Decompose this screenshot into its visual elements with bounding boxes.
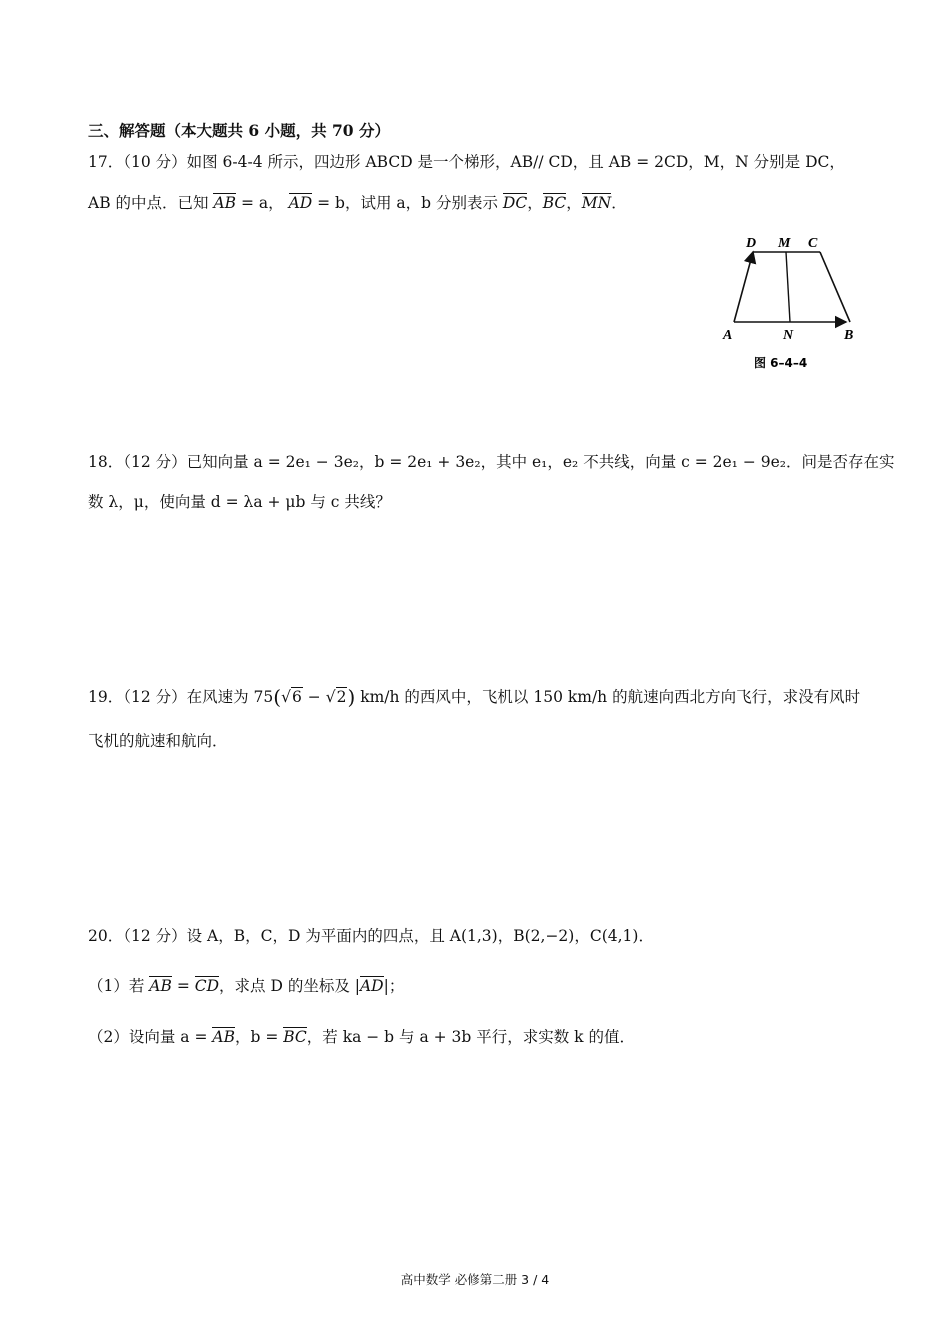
label-c: C	[808, 236, 818, 251]
p2-vec-ab: AB	[212, 1028, 235, 1046]
q20-line1: 20．（12 分）设 A，B，C，D 为平面内的四点，且 A(1,3)，B(2,−2)，C(4,1)．	[88, 927, 654, 945]
trapezoid-figure	[720, 232, 870, 382]
label-a: A	[723, 328, 733, 343]
q18-line1: 18．（12 分）已知向量 a = 2e₁ − 3e₂，b = 2e₁ + 3e₂，其中 e₁，e₂ 不共线，向量 c = 2e₁ − 9e₂．问是否存在实	[88, 453, 895, 471]
p1-vec-ab: AB	[149, 977, 172, 995]
figure-caption: 图 6–4–4	[754, 356, 808, 370]
label-d: D	[746, 236, 757, 251]
p2-mid: ，b =	[234, 1028, 284, 1046]
q18-line2: 数 λ，μ，使向量 d = λa + μb 与 c 共线？	[88, 493, 391, 511]
segment-mn	[786, 252, 790, 322]
sqrt6: 6	[291, 688, 302, 706]
vec-bc: BC	[542, 194, 567, 212]
page-footer: 高中数学 必修第二册 3 / 4	[400, 1272, 550, 1287]
p1-vec-cd: CD	[194, 977, 220, 995]
trapezoid-svg	[720, 232, 870, 382]
q20-part1	[88, 975, 404, 997]
q17-line2	[88, 192, 627, 214]
label-m: M	[778, 236, 791, 251]
p1-end: |；	[383, 977, 405, 995]
paren-open: (	[273, 685, 282, 709]
q19-line2: 飞机的航速和航向．	[88, 732, 228, 750]
p1-eq: =	[171, 977, 195, 995]
vec-ad: AD	[288, 194, 313, 212]
p1-vec-ad: AD	[359, 977, 384, 995]
vec-dc: DC	[502, 194, 528, 212]
q19-line1: 19．（12 分）在风速为 75(√6 − √2) km/h 的西风中，飞机以 150 km/h 的航速向西北方向飞行，求没有风时	[88, 685, 861, 709]
edge-cb	[820, 252, 850, 322]
eq-b: = b，试用 a，b 分别表示	[312, 194, 503, 212]
vec-ab: AB	[213, 194, 237, 212]
q19-prefix: 19．（12 分）在风速为 75	[88, 688, 274, 706]
p2-vec-bc: BC	[283, 1028, 307, 1046]
paren-close: )	[347, 685, 356, 709]
sqrt2: 2	[336, 688, 347, 706]
q17-end: ．	[611, 194, 627, 212]
q19-minus: −	[302, 688, 326, 706]
vec-mn: MN	[581, 194, 612, 212]
sep1: ，	[527, 194, 543, 212]
eq-a: = a，	[236, 194, 284, 212]
q19-suffix: km/h 的西风中，飞机以 150 km/h 的航速向西北方向飞行，求没有风时	[355, 688, 861, 706]
q20-p2-prefix: （2）设向量 a =	[88, 1028, 213, 1046]
q20-part2	[88, 1026, 635, 1048]
p1-mid: ，求点 D 的坐标及 |	[219, 977, 360, 995]
p2-end: ，若 ka − b 与 a + 3b 平行，求实数 k 的值．	[306, 1028, 635, 1046]
section-title: 三、解答题（本大题共 6 小题，共 70 分）	[88, 121, 390, 140]
q17-line1: 17．（10 分）如图 6-4-4 所示，四边形 ABCD 是一个梯形，AB// CD，且 AB = 2CD，M，N 分别是 DC，	[88, 153, 845, 171]
edge-ad	[734, 252, 753, 322]
label-b: B	[844, 328, 854, 343]
label-n: N	[783, 328, 794, 343]
q17-line2-prefix: AB 的中点．已知	[88, 194, 209, 212]
q20-p1-prefix: （1）若	[88, 977, 150, 995]
sep2: ，	[566, 194, 582, 212]
